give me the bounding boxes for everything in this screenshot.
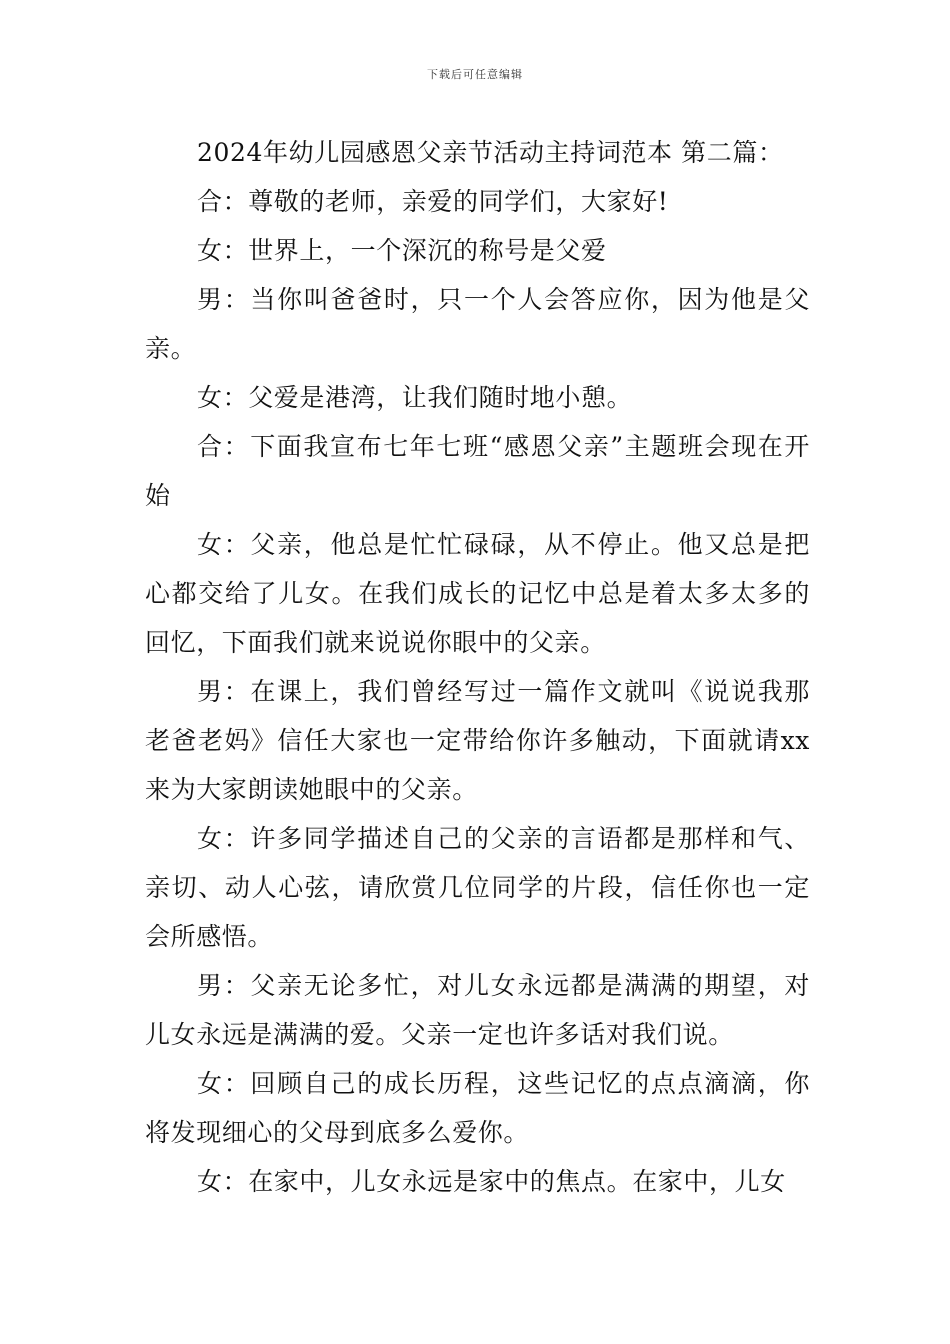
- paragraph: 女：世界上，一个深沉的称号是父爱: [197, 236, 607, 265]
- title-paragraph: 2024年幼儿园感恩父亲节活动主持词范本 第二篇：: [197, 138, 784, 167]
- document-body: [145, 128, 810, 1206]
- paragraph: 女：回顾自己的成长历程，这些记忆的点点滴滴，你将发现细心的父母到底多么爱你。: [145, 1069, 810, 1147]
- paragraph: 女：父亲，他总是忙忙碌碌，从不停止。他又总是把心都交给了儿女。在我们成长的记忆中总是着太多太多的回忆，下面我们就来说说你眼中的父亲。: [145, 530, 810, 657]
- paragraph: 合：尊敬的老师，亲爱的同学们，大家好!: [197, 187, 669, 216]
- paragraph: 女：在家中，儿女永远是家中的焦点。在家中，儿女: [197, 1167, 786, 1196]
- paragraph: 合：下面我宣布七年七班“感恩父亲”主题班会现在开始: [145, 432, 810, 510]
- paragraph: 女：许多同学描述自己的父亲的言语都是那样和气、亲切、动人心弦，请欣赏几位同学的片段，信任你也一定会所感悟。: [145, 824, 810, 951]
- page-header-note: 下载后可任意编辑: [427, 68, 523, 81]
- paragraph: 女：父爱是港湾，让我们随时地小憩。: [197, 383, 633, 412]
- paragraph: 男：父亲无论多忙，对儿女永远都是满满的期望，对儿女永远是满满的爱。父亲一定也许多话对我们说。: [145, 971, 810, 1049]
- paragraph: 男：在课上，我们曾经写过一篇作文就叫《说说我那老爸老妈》信任大家也一定带给你许多触动，下面就请xx来为大家朗读她眼中的父亲。: [145, 677, 810, 804]
- paragraph: 男：当你叫爸爸时，只一个人会答应你，因为他是父亲。: [145, 285, 810, 363]
